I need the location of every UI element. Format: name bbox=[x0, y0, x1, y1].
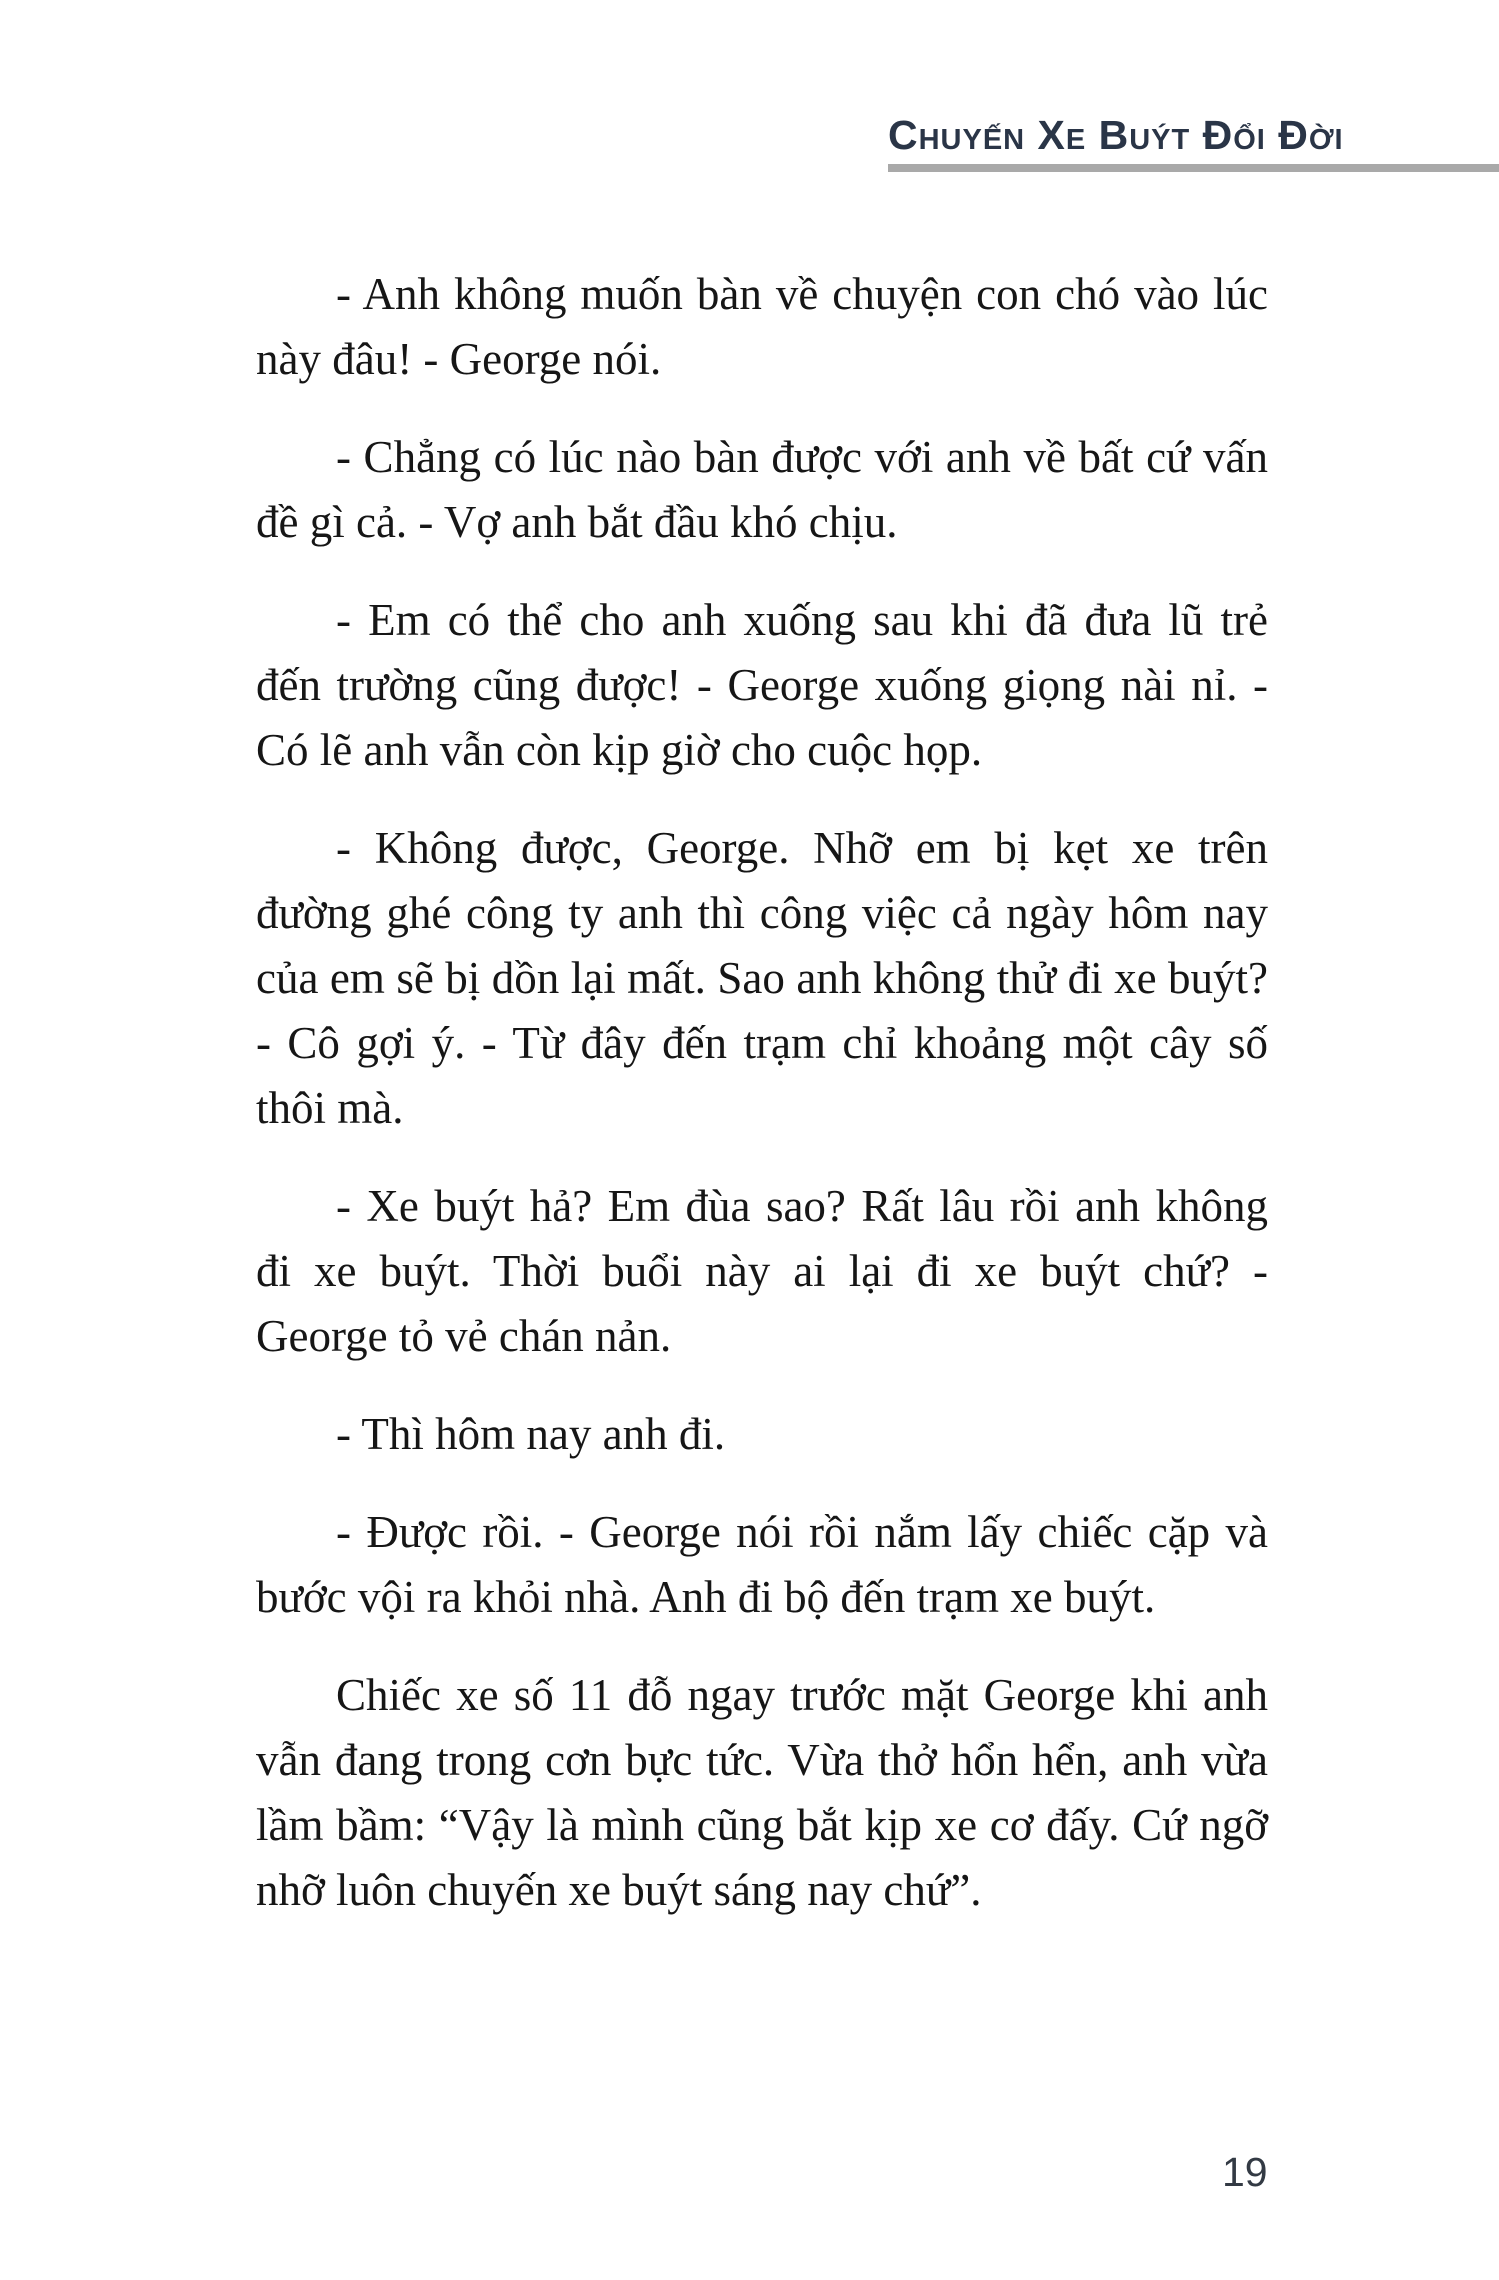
paragraph: - Chẳng có lúc nào bàn được với anh về bất cứ vấn đề gì cả. - Vợ anh bắt đầu khó chịu. bbox=[256, 432, 1268, 547]
page-number: 19 bbox=[1222, 2149, 1268, 2195]
paragraph: - Anh không muốn bàn về chuyện con chó vào lúc này đâu! - George nói. bbox=[256, 269, 1268, 384]
paragraph: - Em có thể cho anh xuống sau khi đã đưa lũ trẻ đến trường cũng được! - George xuống giọng nài nỉ. - Có lẽ anh vẫn còn kịp giờ cho cuộc họp. bbox=[256, 595, 1268, 775]
paragraph: - Không được, George. Nhỡ em bị kẹt xe trên đường ghé công ty anh thì công việc cả ngày hôm nay của em sẽ bị dồn lại mất. Sao anh không thử đi xe buýt? - Cô gợi ý. - Từ đây đến trạm chỉ khoảng một cây số thôi mà. bbox=[256, 823, 1268, 1133]
running-head-title: Chuyến Xe Buýt Đổi Đời bbox=[888, 112, 1344, 158]
paragraph: - Xe buýt hả? Em đùa sao? Rất lâu rồi anh không đi xe buýt. Thời buổi này ai lại đi xe buýt chứ? - George tỏ vẻ chán nản. bbox=[256, 1181, 1268, 1361]
paragraph: - Thì hôm nay anh đi. bbox=[336, 1409, 726, 1459]
paragraph: - Được rồi. - George nói rồi nắm lấy chiếc cặp và bước vội ra khỏi nhà. Anh đi bộ đến trạm xe buýt. bbox=[256, 1507, 1268, 1622]
header-rule bbox=[888, 164, 1499, 172]
page-header bbox=[888, 112, 1499, 172]
page-body bbox=[256, 262, 1268, 1956]
paragraph: Chiếc xe số 11 đỗ ngay trước mặt George khi anh vẫn đang trong cơn bực tức. Vừa thở hổn hển, anh vừa lầm bầm: “Vậy là mình cũng bắt kịp xe cơ đấy. Cứ ngỡ nhỡ luôn chuyến xe buýt sáng nay chứ”. bbox=[256, 1670, 1268, 1915]
